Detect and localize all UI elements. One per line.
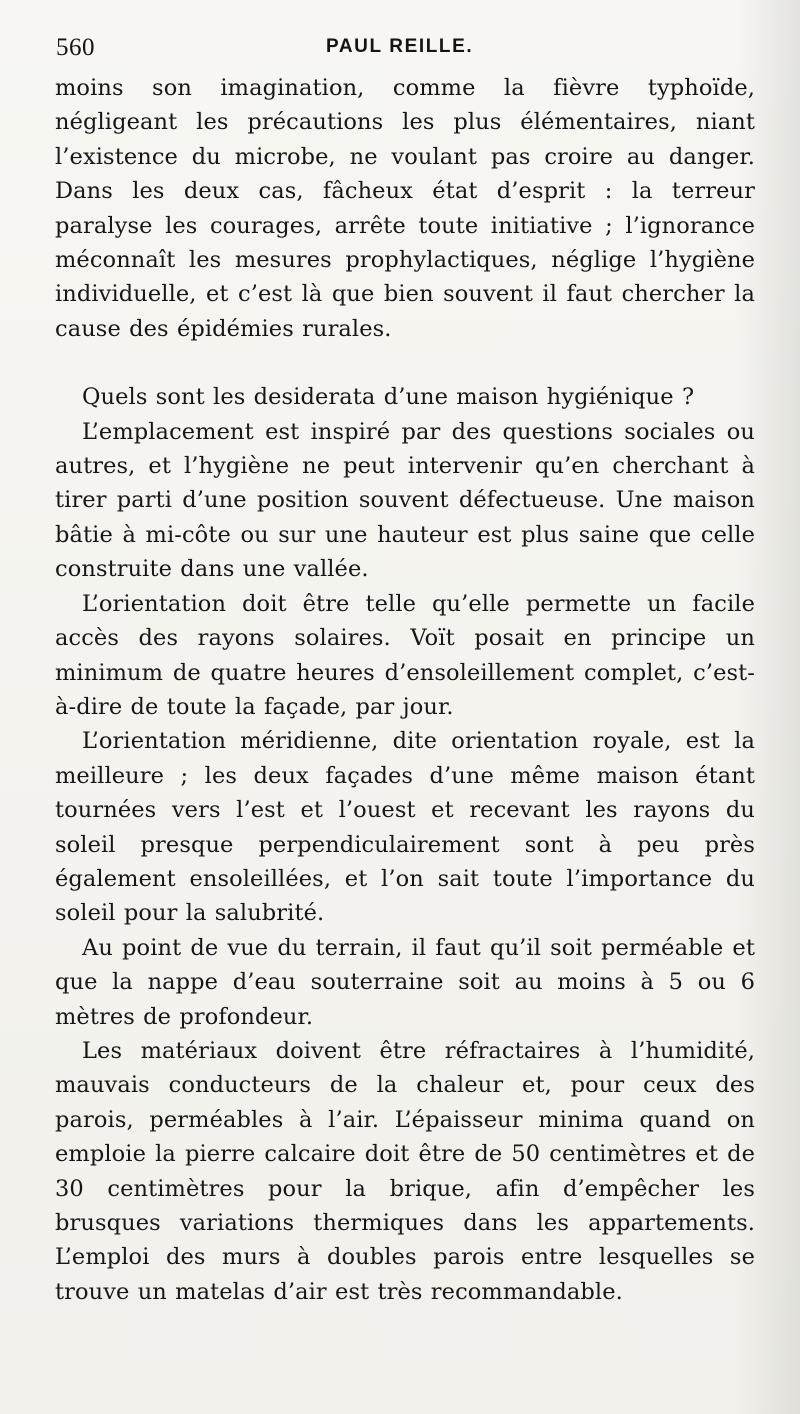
paragraph-emplacement: L’emplacement est inspiré par des questions sociales ou autres, et l’hygiène ne peut intervenir qu’en cherchant à tirer parti d’une position souvent défectueuse. Une maison bâtie à mi-côte ou sur une hauteur est plus saine que celle construite dans une vallée.: [55, 418, 755, 583]
paragraph-orientation-meridienne: L’orientation méridienne, dite orientation royale, est la meilleure ; les deux façades d’une même maison étant tournées vers l’est et l’ouest et recevant les rayons du soleil presque perpendiculairement sont à peu près également ensoleillées, et l’on sait toute l’importance du soleil pour la salubrité.: [55, 728, 755, 927]
paragraph-continuation: moins son imagination, comme la fièvre typhoïde, négligeant les précautions les plus élémentaires, niant l’existence du microbe, ne voulant pas croire au danger. Dans les deux cas, fâcheux état d’esprit : la terreur paralyse les courages, arrête toute initiative ; l’ignorance méconnaît les mesures prophylactiques, néglige l’hygiène individuelle, et c’est là que bien souvent il faut chercher la cause des épidémies rurales.: [55, 75, 755, 342]
paragraph-orientation: L’orientation doit être telle qu’elle permette un facile accès des rayons solaires. Voït posait en principe un minimum de quatre heures d’ensoleillement complet, c’est-à-dire de toute la façade, par jour.: [55, 590, 755, 720]
paragraph-materiaux: Les matériaux doivent être réfractaires à l’humidité, mauvais conducteurs de la chaleur et, pour ceux des parois, perméables à l’air. L’épaisseur minima quand on emploie la pierre calcaire doit être de 50 centimètres et de 30 centimètres pour la brique, afin d’empêcher les brusques variations thermiques dans les appartements. L’emploi des murs à doubles parois entre lesquelles se trouve un matelas d’air est très recommandable.: [55, 1037, 755, 1305]
running-head: PAUL REILLE.: [326, 36, 474, 57]
paragraph-terrain: Au point de vue du terrain, il faut qu’il soit perméable et que la nappe d’eau souterraine soit au moins à 5 ou 6 mètres de profondeur.: [55, 934, 755, 1030]
page-number: 560: [56, 34, 95, 61]
paragraph-question: Quels sont les desiderata d’une maison hygiénique ?: [82, 384, 695, 411]
page-header: [56, 28, 756, 68]
body-text: [55, 71, 755, 1309]
